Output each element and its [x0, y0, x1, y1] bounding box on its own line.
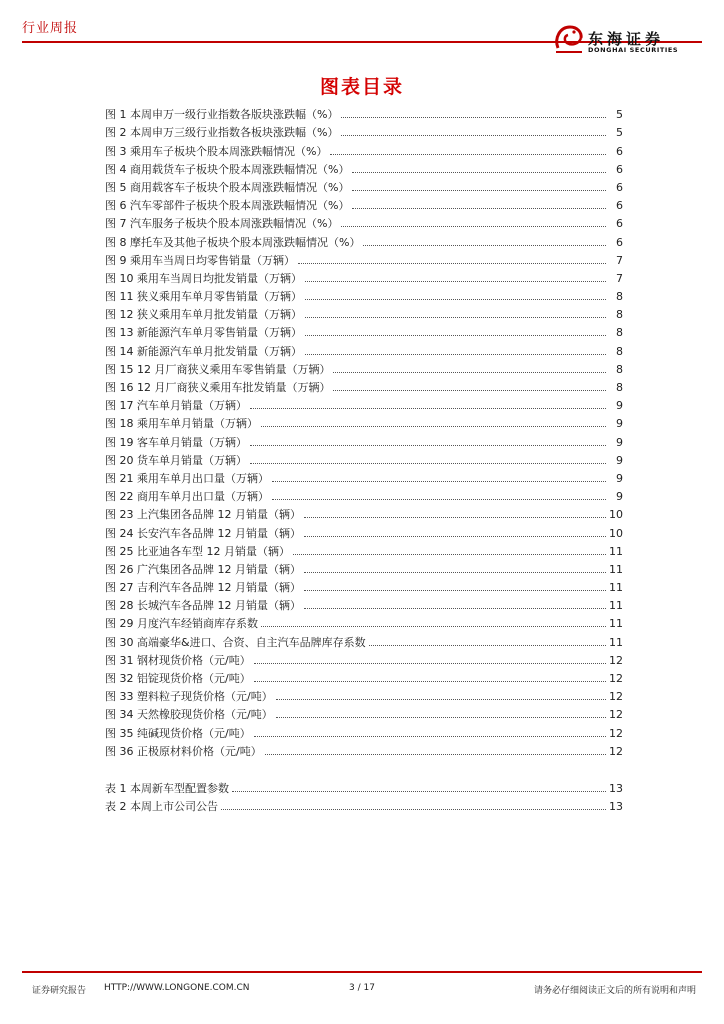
footer-divider: [22, 971, 702, 973]
toc-entry-label: 图 3 乘用车子板块个股本周涨跌幅情况（%）: [105, 144, 328, 158]
toc-entry-page: 11: [609, 562, 623, 576]
toc-entry[interactable]: [105, 721, 623, 739]
toc-dot-leader: [305, 281, 606, 282]
toc-entry[interactable]: [105, 467, 623, 485]
toc-dot-leader: [305, 354, 606, 355]
toc-entry-page: 12: [609, 744, 623, 758]
toc-entry-label: 图 15 12 月厂商狭义乘用车零售销量（万辆）: [105, 362, 331, 376]
toc-entry-page: 5: [616, 108, 623, 122]
toc-entry-label: 图 19 客车单月销量（万辆）: [105, 435, 247, 449]
toc-entry-label: 图 6 汽车零部件子板块个股本周涨跌幅情况（%）: [105, 199, 350, 213]
toc-dot-leader: [265, 754, 606, 755]
toc-entry[interactable]: [105, 303, 623, 321]
toc-entry-page: 8: [616, 326, 623, 340]
toc-entry[interactable]: [105, 558, 623, 576]
toc-entry-page: 9: [616, 471, 623, 485]
toc-entry[interactable]: [105, 139, 623, 157]
toc-dot-leader: [250, 445, 606, 446]
toc-entry-label: 图 22 商用车单月出口量（万辆）: [105, 490, 269, 504]
toc-entry-label: 图 9 乘用车当周日均零售销量（万辆）: [105, 253, 295, 267]
toc-entry-page: 13: [609, 782, 623, 796]
toc-entry[interactable]: [105, 249, 623, 267]
toc-entry-label: 图 30 高端豪华&进口、合资、自主汽车品牌库存系数: [105, 635, 366, 649]
toc-entry-page: 6: [616, 180, 623, 194]
toc-entry-page: 11: [609, 635, 623, 649]
toc-entry-page: 8: [616, 381, 623, 394]
toc-entry[interactable]: [105, 394, 623, 412]
toc-entry-page: 5: [616, 126, 623, 140]
toc-entry[interactable]: [105, 212, 623, 230]
report-type-label: 行业周报: [22, 21, 79, 36]
toc-entry[interactable]: [105, 649, 623, 667]
toc-entry-page: 7: [616, 253, 623, 267]
toc-dot-leader: [363, 245, 606, 246]
toc-title: 图表目录: [319, 76, 404, 98]
toc-entry[interactable]: [105, 339, 623, 357]
toc-entry-page: 6: [616, 144, 623, 158]
toc-entry-label: 图 7 汽车服务子板块个股本周涨跌幅情况（%）: [105, 217, 339, 231]
toc-entry-label: 图 18 乘用车单月销量（万辆）: [105, 417, 258, 431]
toc-dot-leader: [333, 372, 606, 373]
toc-entry-label: 图 5 商用载客车子板块个股本周涨跌幅情况（%）: [105, 180, 350, 194]
toc-entry-label: 图 26 广汽集团各品牌 12 月销量（辆）: [105, 562, 301, 576]
toc-entry-page: 8: [616, 362, 623, 376]
toc-entry-page: 12: [609, 653, 623, 667]
toc-dot-leader: [352, 172, 606, 173]
toc-entry[interactable]: [105, 576, 623, 594]
toc-dot-leader: [369, 645, 606, 646]
toc-entry-label: 图 2 本周申万三级行业指数各板块涨跌幅（%）: [105, 126, 339, 140]
toc-entry[interactable]: [105, 612, 623, 630]
toc-dot-leader: [304, 517, 606, 518]
toc-entry[interactable]: [105, 685, 623, 703]
toc-entry[interactable]: [105, 158, 623, 176]
toc-entry-label: 图 20 货车单月销量（万辆）: [105, 453, 247, 467]
toc-entry-page: 8: [616, 344, 623, 358]
toc-entry-label: 图 24 长安汽车各品牌 12 月销量（辆）: [105, 526, 301, 540]
toc-entry[interactable]: [105, 267, 623, 285]
toc-entry-label: 图 16 12 月厂商狭义乘用车批发销量（万辆）: [105, 381, 331, 394]
footer-disclaimer: 请务必仔细阅读正文后的所有说明和声明: [533, 986, 696, 996]
toc-dot-leader: [250, 463, 606, 464]
toc-entry[interactable]: [105, 521, 623, 539]
toc-entry-page: 10: [609, 508, 623, 522]
page-header: [0, 0, 724, 60]
toc-entry[interactable]: [105, 176, 623, 194]
toc-dot-leader: [305, 317, 606, 318]
toc-entry[interactable]: [105, 703, 623, 721]
toc-dot-leader: [221, 809, 606, 810]
logo-chinese-name: 东海证券: [588, 30, 665, 48]
toc-dot-leader: [305, 335, 606, 336]
toc-dot-leader: [272, 481, 606, 482]
toc-entry-page: 9: [616, 490, 623, 504]
toc-entry-label: 图 12 狭义乘用车单月批发销量（万辆）: [105, 308, 302, 322]
toc-entry-label: 图 21 乘用车单月出口量（万辆）: [105, 471, 269, 485]
toc-entry-label: 图 33 塑料粒子现货价格（元/吨）: [105, 690, 273, 704]
table-list: [105, 777, 623, 813]
toc-dot-leader: [254, 736, 606, 737]
toc-entry[interactable]: [105, 376, 623, 394]
toc-entry-label: 图 1 本周申万一级行业指数各版块涨跌幅（%）: [105, 108, 339, 122]
toc-dot-leader: [254, 681, 606, 682]
toc-entry[interactable]: [105, 795, 623, 813]
toc-entry[interactable]: [105, 503, 623, 521]
toc-dot-leader: [293, 554, 606, 555]
toc-dot-leader: [272, 499, 606, 500]
footer-page-number: 3 / 17: [349, 983, 375, 993]
dragon-emblem-icon: [552, 22, 586, 56]
toc-entry-label: 图 14 新能源汽车单月批发销量（万辆）: [105, 344, 302, 358]
toc-entry-label: 表 1 本周新车型配置参数: [105, 782, 229, 796]
toc-dot-leader: [261, 626, 606, 627]
footer-website-link[interactable]: HTTP://WWW.LONGONE.COM.CN: [104, 983, 250, 993]
toc-entry-page: 11: [609, 581, 623, 595]
logo-english-name: DONGHAI SECURITIES: [588, 46, 679, 54]
toc-entry-page: 8: [616, 290, 623, 304]
toc-entry-label: 图 17 汽车单月销量（万辆）: [105, 399, 247, 413]
toc-entry-label: 表 2 本周上市公司公告: [105, 800, 218, 814]
toc-dot-leader: [304, 536, 606, 537]
toc-dot-leader: [333, 390, 606, 391]
toc-entry-page: 11: [609, 544, 623, 558]
toc-dot-leader: [232, 791, 606, 792]
toc-entry-page: 6: [616, 217, 623, 231]
toc-entry-label: 图 8 摩托车及其他子板块个股本周涨跌幅情况（%）: [105, 235, 361, 249]
toc-dot-leader: [304, 590, 606, 591]
toc-entry[interactable]: [105, 121, 623, 139]
toc-entry-label: 图 10 乘用车当周日均批发销量（万辆）: [105, 271, 302, 285]
toc-entry-page: 7: [616, 271, 623, 285]
toc-entry[interactable]: [105, 103, 623, 121]
toc-entry-page: 10: [609, 526, 623, 540]
toc-entry[interactable]: [105, 412, 623, 430]
toc-entry-page: 12: [609, 690, 623, 704]
toc-dot-leader: [276, 699, 606, 700]
toc-entry[interactable]: [105, 594, 623, 612]
footer-report-label: 证券研究报告: [32, 986, 87, 996]
donghai-logo: [552, 22, 702, 58]
toc-entry-page: 9: [616, 399, 623, 413]
toc-entry[interactable]: [105, 358, 623, 376]
toc-dot-leader: [276, 717, 606, 718]
toc-dot-leader: [352, 190, 606, 191]
toc-entry-page: 12: [609, 672, 623, 685]
toc-entry-page: 9: [616, 453, 623, 467]
toc-entry-page: 9: [616, 417, 623, 431]
toc-dot-leader: [341, 135, 606, 136]
toc-entry-label: 图 35 纯碱现货价格（元/吨）: [105, 726, 251, 740]
toc-entry[interactable]: [105, 485, 623, 503]
toc-entry-label: 图 27 吉利汽车各品牌 12 月销量（辆）: [105, 581, 301, 595]
toc-dot-leader: [341, 117, 606, 118]
toc-entry-label: 图 36 正极原材料价格（元/吨）: [105, 744, 262, 758]
toc-entry-page: 6: [616, 199, 623, 213]
toc-entry-label: 图 29 月度汽车经销商库存系数: [105, 617, 258, 631]
toc-entry-label: 图 11 狭义乘用车单月零售销量（万辆）: [105, 290, 302, 304]
toc-entry[interactable]: [105, 630, 623, 648]
toc-dot-leader: [250, 408, 606, 409]
toc-entry-page: 6: [616, 235, 623, 249]
toc-entry[interactable]: [105, 321, 623, 339]
toc-entry-page: 11: [609, 617, 623, 631]
toc-entry-label: 图 23 上汽集团各品牌 12 月销量（辆）: [105, 508, 301, 522]
toc-dot-leader: [304, 608, 606, 609]
toc-dot-leader: [261, 426, 606, 427]
toc-entry-page: 13: [609, 800, 623, 814]
toc-entry-page: 12: [609, 726, 623, 740]
toc-entry[interactable]: [105, 194, 623, 212]
toc-entry-label: 图 31 钢材现货价格（元/吨）: [105, 653, 251, 667]
toc-dot-leader: [254, 663, 606, 664]
toc-dot-leader: [330, 154, 606, 155]
toc-entry[interactable]: [105, 449, 623, 467]
toc-entry-page: 12: [609, 708, 623, 722]
toc-entry-page: 8: [616, 308, 623, 322]
toc-entry[interactable]: [105, 740, 623, 758]
toc-entry-label: 图 32 铝锭现货价格（元/吨）: [105, 672, 251, 685]
toc-entry-page: 6: [616, 162, 623, 176]
toc-entry-label: 图 4 商用载货车子板块个股本周涨跌幅情况（%）: [105, 162, 350, 176]
toc-entry[interactable]: [105, 540, 623, 558]
toc-entry-label: 图 25 比亚迪各车型 12 月销量（辆）: [105, 544, 290, 558]
toc-entry-label: 图 34 天然橡胶现货价格（元/吨）: [105, 708, 273, 722]
toc-entry[interactable]: [105, 230, 623, 248]
toc-entry[interactable]: [105, 430, 623, 448]
toc-entry-page: 11: [609, 599, 623, 613]
toc-dot-leader: [298, 263, 606, 264]
toc-entry-page: 9: [616, 435, 623, 449]
toc-dot-leader: [305, 299, 606, 300]
figure-list: [105, 103, 623, 758]
toc-dot-leader: [352, 208, 606, 209]
toc-entry[interactable]: [105, 667, 623, 685]
toc-entry-label: 图 28 长城汽车各品牌 12 月销量（辆）: [105, 599, 301, 613]
toc-entry-label: 图 13 新能源汽车单月零售销量（万辆）: [105, 326, 302, 340]
toc-dot-leader: [341, 226, 606, 227]
toc-entry[interactable]: [105, 777, 623, 795]
toc-entry[interactable]: [105, 285, 623, 303]
toc-dot-leader: [304, 572, 606, 573]
